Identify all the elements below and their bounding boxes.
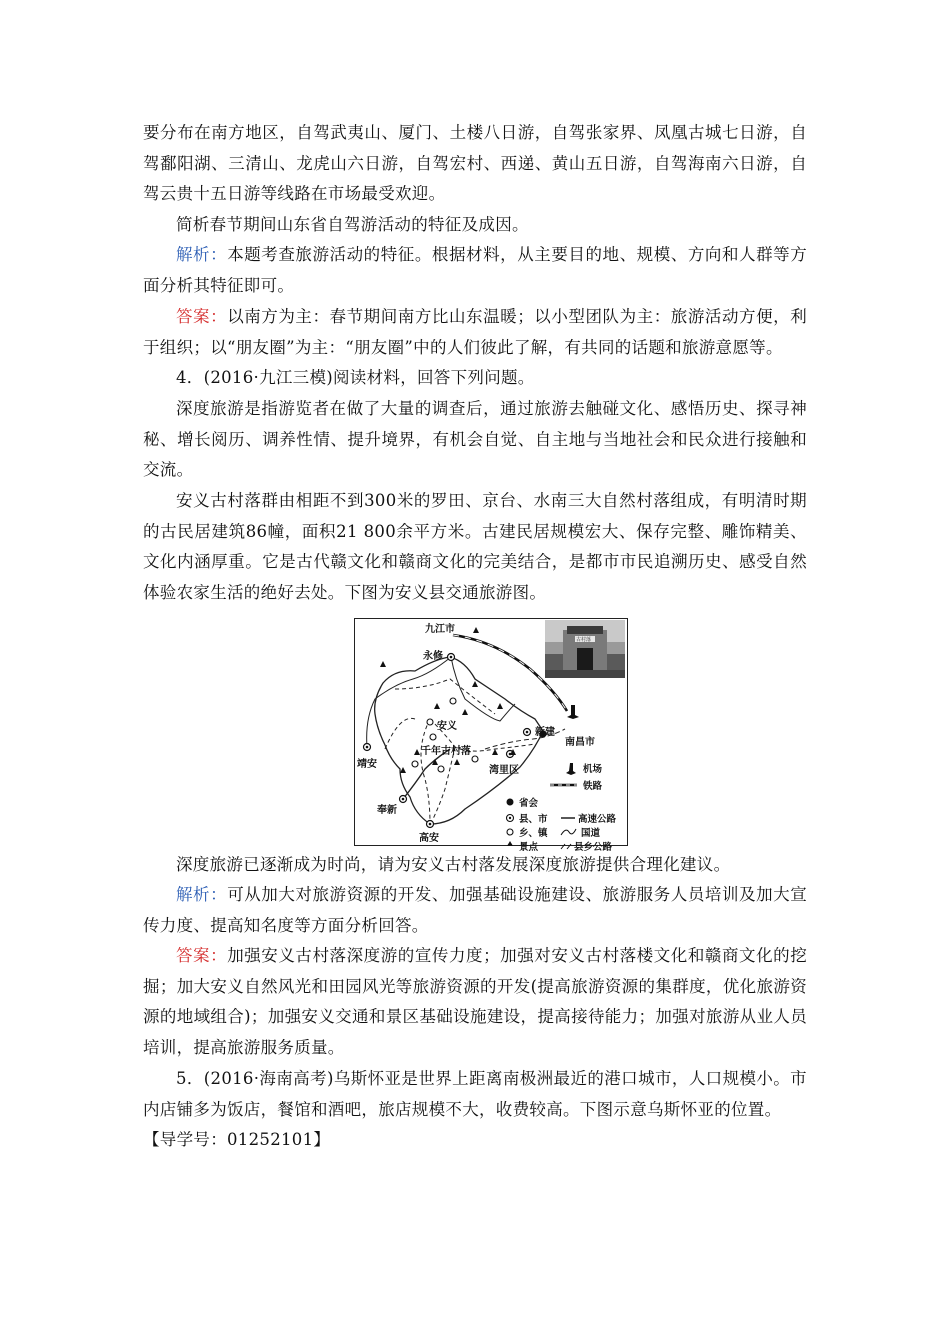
- legend-airport: 机场: [583, 764, 603, 775]
- label-xinjian: 新建: [535, 727, 555, 738]
- photo-sign: 古村落: [576, 637, 592, 643]
- label-anyi: 安义: [437, 721, 457, 732]
- village-gate-photo: [545, 620, 625, 678]
- answer-label: 答案：: [176, 307, 228, 326]
- question-4-title: 4．(2016·九江三模)阅读材料，回答下列问题。: [176, 368, 535, 387]
- question-5-text: 5．(2016·海南高考)乌斯怀亚是世界上距离南极洲最近的港口城市，人口规模小。市内店铺多为饭店，餐馆和酒吧，旅店规模不大，收费较高。下图示意乌斯怀亚的位置。: [143, 1069, 807, 1119]
- label-fengxin: 奉新: [377, 805, 397, 816]
- label-gaoan: 高安: [419, 833, 439, 844]
- answer-text-2: 加强安义古村落深度游的宣传力度；加强对安义古村落楼文化和赣商文化的挖掘；加大安义自然风光和田园风光等旅游资源的开发(提高旅游资源的集群度，优化旅游资源的地域组合)；加强安义交通和景区基础设施建设，提高接待能力；加强对旅游从业人员培训，提高旅游服务质量。: [143, 946, 807, 1057]
- legend-county-road: 县乡公路: [574, 842, 613, 853]
- legend-railway: 铁路: [583, 781, 603, 792]
- legend-county: 县、市: [519, 814, 548, 825]
- legend-national-road: 国道: [581, 828, 601, 839]
- airport-icon: [567, 705, 579, 719]
- analysis-text: 本题考查旅游活动的特征。根据材料，从主要目的地、规模、方向和人群等方面分析其特征即可。: [143, 245, 807, 295]
- label-yongxiu: 永修: [423, 651, 443, 662]
- paragraph-analysis-2: [143, 880, 807, 941]
- paragraph-anyi-villages: 安义古村落群由相距不到300米的罗田、京台、水南三大自然村落组成，有明清时期的古民居建筑86幢，面积21 800余平方米。古建民居规模宏大、保存完整、雕饰精美、文化内涵厚重。它是古代赣文化和赣商文化的完美结合，是都市市民追溯历史、感受自然体验农家生活的绝好去处。下图为安义县交通旅游图。: [143, 491, 807, 602]
- answer-text: 以南方为主：春节期间南方比山东温暖；以小型团队为主：旅游活动方便，利于组织；以“朋友圈”为主：“朋友圈”中的人们彼此了解，有共同的话题和旅游意愿等。: [143, 307, 807, 357]
- label-jingan: 靖安: [357, 759, 377, 770]
- analysis-label: 解析：: [176, 245, 228, 264]
- paragraph-1: 要分布在南方地区，自驾武夷山、厦门、土楼八日游，自驾张家界、凤凰古城七日游，自驾鄱阳湖、三清山、龙虎山六日游，自驾宏村、西递、黄山五日游，自驾海南六日游，自驾云贵十五日游等线路在市场最受欢迎。: [143, 123, 807, 203]
- paragraph-question: 简析春节期间山东省自驾游活动的特征及成因。: [176, 215, 529, 234]
- guide-number: 【导学号：01252101】: [143, 1130, 331, 1149]
- label-village: 千年古村落: [421, 746, 471, 757]
- legend-highway: 高速公路: [578, 814, 617, 825]
- paragraph-answer-1: [143, 302, 807, 363]
- paragraph-deep-tourism: 深度旅游是指游览者在做了大量的调查后，通过旅游去触碰文化、感悟历史、探寻神秘、增长阅历、调养性情、提升境界，有机会自觉、自主地与当地社会和民众进行接触和交流。: [143, 399, 807, 479]
- answer-label-2: 答案：: [176, 946, 228, 965]
- map-legend: [507, 763, 617, 853]
- legend-town: 乡、镇: [519, 828, 548, 839]
- legend-scenic: 景点: [519, 842, 539, 853]
- label-jiujiang: 九江市: [425, 624, 455, 635]
- paragraph-deep-tourism-question: 深度旅游已逐渐成为时尚，请为安义古村落发展深度旅游提供合理化建议。: [176, 855, 731, 874]
- analysis-text-2: 可从加大对旅游资源的开发、加强基础设施建设、旅游服务人员培训及加大宣传力度、提高知名度等方面分析回答。: [143, 885, 807, 935]
- legend-capital: 省会: [519, 798, 539, 809]
- paragraph-answer-2: [143, 941, 807, 1063]
- analysis-label-2: 解析：: [176, 885, 228, 904]
- paragraph-analysis-1: [143, 240, 807, 301]
- label-wanli: 湾里区: [489, 765, 519, 776]
- anyi-marker: [427, 719, 433, 725]
- label-nanchang: 南昌市: [565, 737, 595, 748]
